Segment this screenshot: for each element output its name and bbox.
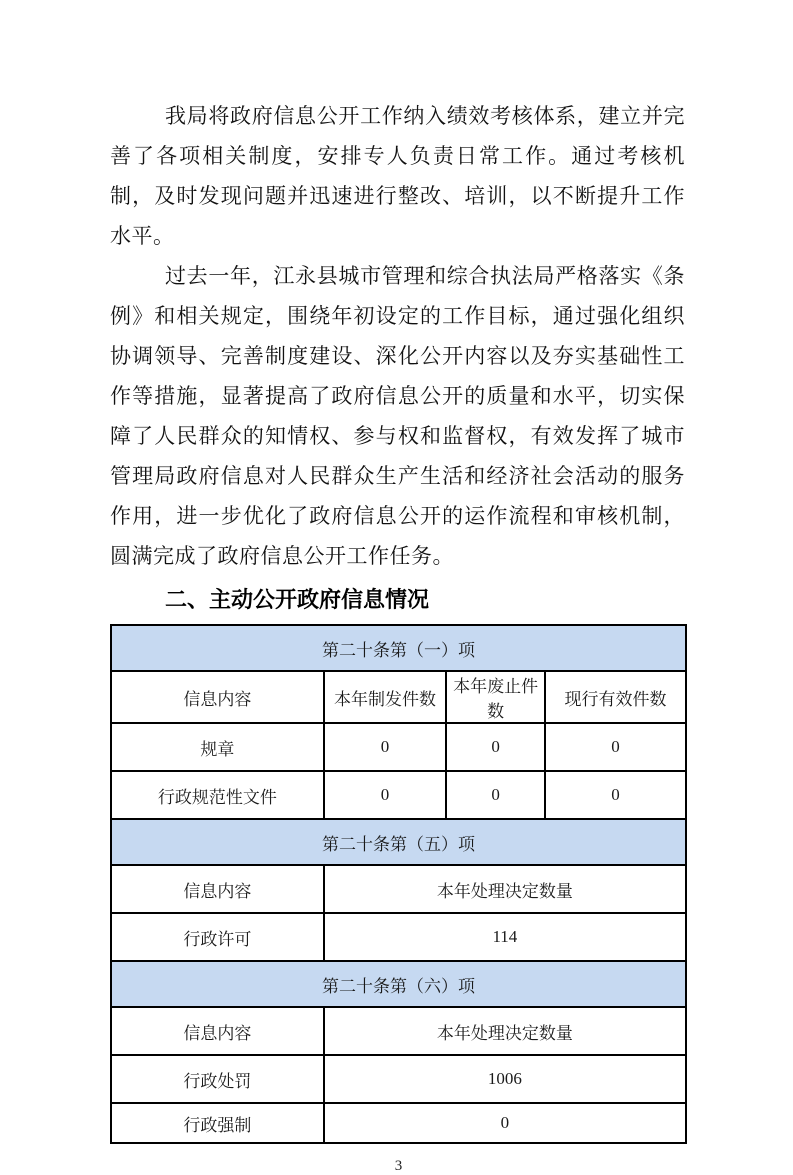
row-label-administrative-penalty: 行政处罚 bbox=[111, 1055, 324, 1103]
table-row bbox=[111, 771, 686, 819]
column-header-issued-count: 本年制发件数 bbox=[324, 671, 446, 723]
cell-value: 0 bbox=[545, 771, 686, 819]
section-3-title: 第二十条第（六）项 bbox=[111, 961, 686, 1007]
table-section-title-row bbox=[111, 625, 686, 671]
table-header-row bbox=[111, 865, 686, 913]
page-number: 3 bbox=[394, 1158, 403, 1174]
cell-value: 0 bbox=[446, 771, 545, 819]
column-header-valid-count: 现行有效件数 bbox=[545, 671, 686, 723]
table-row bbox=[111, 913, 686, 961]
table-header-row bbox=[111, 671, 686, 723]
column-header-decisions-count: 本年处理决定数量 bbox=[324, 1007, 686, 1055]
table-row bbox=[111, 723, 686, 771]
paragraph-yearly-summary: 过去一年，江永县城市管理和综合执法局严格落实《条例》和相关规定，围绕年初设定的工作目标，通过强化组织协调领导、完善制度建设、深化公开内容以及夯实基础性工作等措施，显著提高了政府信息公开的质量和水平，切实保障了人民群众的知情权、参与权和监督权，有效发挥了城市管理局政府信息对人民群众生产生活和经济社会活动的服务作用，进一步优化了政府信息公开的运作流程和审核机制，圆满完成了政府信息公开工作任务。 bbox=[110, 264, 685, 568]
column-header-decisions-count: 本年处理决定数量 bbox=[324, 865, 686, 913]
column-header-info-content: 信息内容 bbox=[111, 865, 324, 913]
row-label-administrative-coercion: 行政强制 bbox=[111, 1103, 324, 1143]
column-header-info-content: 信息内容 bbox=[111, 671, 324, 723]
section-heading-active-disclosure: 二、主动公开政府信息情况 bbox=[165, 587, 430, 612]
row-label-normative-documents: 行政规范性文件 bbox=[111, 771, 324, 819]
table-row bbox=[111, 1055, 686, 1103]
table-row bbox=[111, 1103, 686, 1143]
cell-value: 1006 bbox=[324, 1055, 686, 1103]
table-header-row bbox=[111, 1007, 686, 1055]
cell-value: 114 bbox=[324, 913, 686, 961]
table-section-title-row bbox=[111, 961, 686, 1007]
row-label-regulations: 规章 bbox=[111, 723, 324, 771]
cell-value: 0 bbox=[324, 771, 446, 819]
row-label-administrative-licensing: 行政许可 bbox=[111, 913, 324, 961]
cell-value: 0 bbox=[446, 723, 545, 771]
column-header-abolished-count: 本年废止件数 bbox=[446, 671, 545, 723]
cell-value: 0 bbox=[324, 1103, 686, 1143]
paragraph-performance-assessment: 我局将政府信息公开工作纳入绩效考核体系，建立并完善了各项相关制度，安排专人负责日常工作。通过考核机制，及时发现问题并迅速进行整改、培训，以不断提升工作水平。 bbox=[110, 104, 685, 248]
column-header-info-content: 信息内容 bbox=[111, 1007, 324, 1055]
section-1-title: 第二十条第（一）项 bbox=[111, 625, 686, 671]
cell-value: 0 bbox=[545, 723, 686, 771]
section-2-title: 第二十条第（五）项 bbox=[111, 819, 686, 865]
cell-value: 0 bbox=[324, 723, 446, 771]
table-section-title-row bbox=[111, 819, 686, 865]
info-disclosure-table bbox=[110, 624, 687, 1144]
